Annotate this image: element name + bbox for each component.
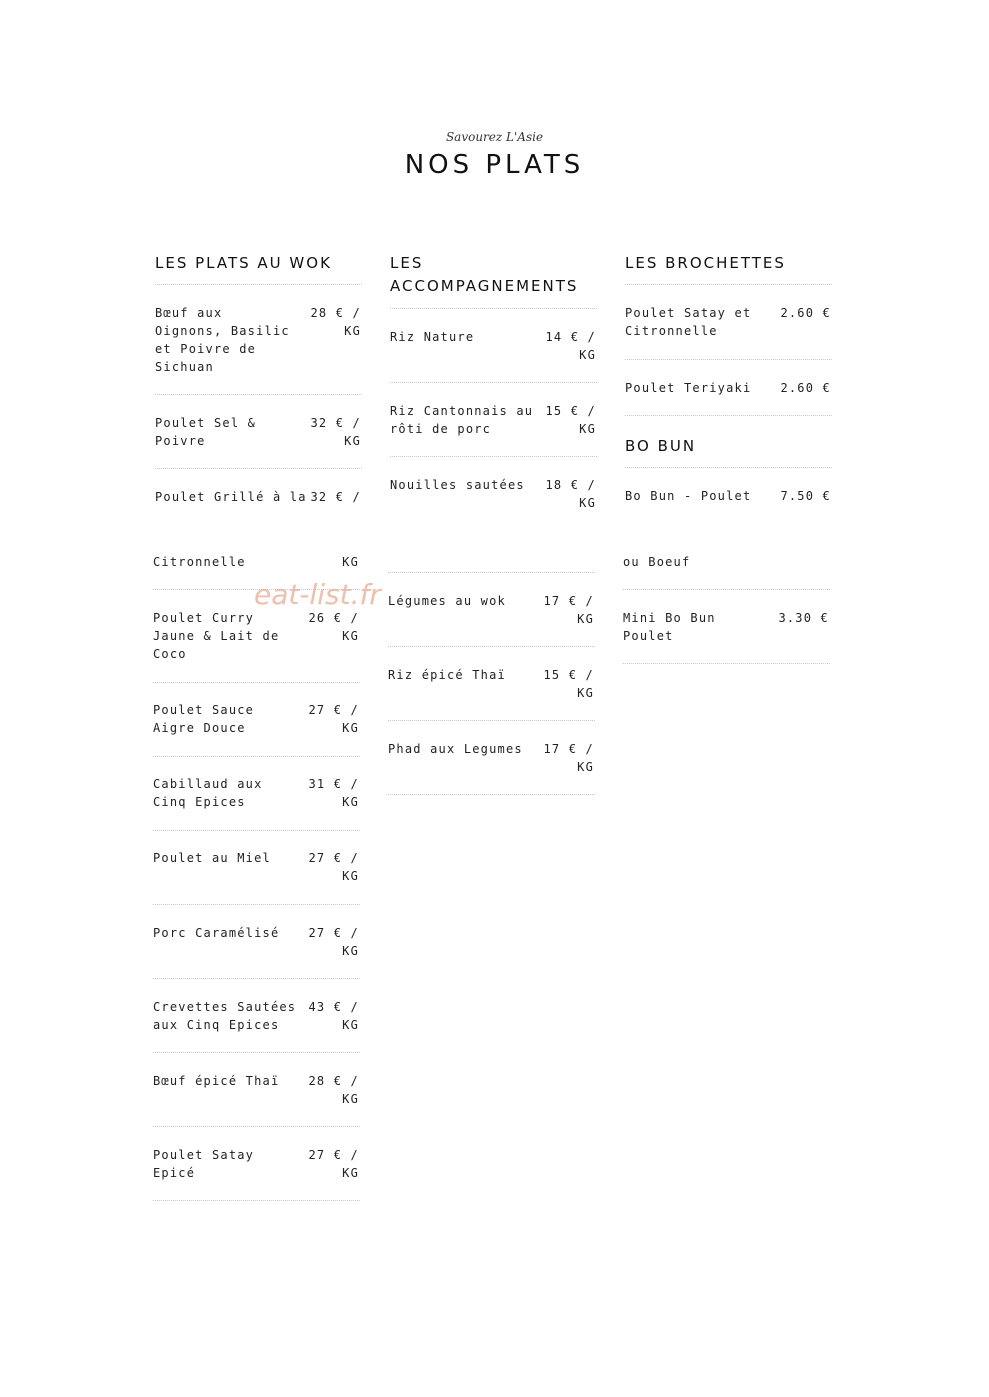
divider [155,394,362,395]
menu-item-price: 31 € / KG [308,777,359,809]
watermark: eat-list.fr [254,578,381,611]
menu-item-price: 27 € / KG [308,926,359,958]
menu-item-name: Poulet Teriyaki [625,381,752,395]
menu-item-price: 14 € / KG [545,330,596,362]
menu-item-name: Poulet Satay Epicé [153,1148,255,1180]
section-title-accompagnements: LES ACCOMPAGNEMENTS [390,254,579,295]
divider [388,794,595,795]
menu-item-price: 43 € / KG [308,1000,359,1032]
divider [153,830,360,831]
menu-item-name: Phad aux Legumes [388,742,523,756]
menu-item-name: Bœuf épicé Thaï [153,1074,280,1088]
menu-item-price: 2.60 € [780,306,831,320]
divider [388,646,595,647]
menu-item-name: Poulet au Miel [153,851,271,865]
menu-item-name: Riz épicé Thaï [388,668,506,682]
divider [153,756,360,757]
menu-item-name: Poulet Satay et Citronnelle [625,306,752,338]
menu-item-name: Nouilles sautées [390,478,525,492]
menu-item-price: 27 € / KG [308,703,359,735]
menu-item-name: Bo Bun - Poulet [625,489,752,503]
divider [625,284,832,285]
menu-item-price: 28 € / KG [310,306,361,338]
menu-item-name: Riz Cantonnais au rôti de porc [390,404,534,436]
divider [390,456,597,457]
divider [153,1052,360,1053]
divider [388,720,595,721]
divider [625,359,832,360]
section-title-bobun: BO BUN [625,437,697,455]
divider [623,589,830,590]
menu-item-price: KG [342,555,359,569]
menu-item-name: Crevettes Sautées aux Cinq Epices [153,1000,297,1032]
divider [153,978,360,979]
menu-item-name: Légumes au wok [388,594,506,608]
menu-item-name: Porc Caramélisé [153,926,280,940]
menu-subtitle: Savourez L'Asie [445,130,544,144]
divider [390,308,597,309]
menu-item-price: 17 € / KG [543,742,594,774]
menu-item-name: Poulet Grillé à la [155,490,307,504]
menu-item-price: 27 € / KG [308,1148,359,1180]
menu-item-name: Poulet Curry Jaune & Lait de Coco [153,611,280,661]
menu-item-price: 18 € / KG [545,478,596,510]
divider [153,589,360,590]
page-title: NOS PLATS [404,150,585,180]
menu-item-name: Cabillaud aux Cinq Epices [153,777,263,809]
divider [625,415,832,416]
menu-item-price: 27 € / KG [308,851,359,883]
menu-item-price: 7.50 € [780,489,831,503]
divider [153,1126,360,1127]
menu-item-name: Citronnelle [153,555,246,569]
menu-item-name: Riz Nature [390,330,475,344]
section-title-brochettes: LES BROCHETTES [625,254,786,272]
menu-item-name: Poulet Sel & Poivre [155,416,257,448]
menu-item-name: ou Boeuf [623,555,691,569]
menu-item-price: 26 € / KG [308,611,359,643]
section-title-wok: LES PLATS AU WOK [155,254,332,272]
menu-item-price: 17 € / KG [543,594,594,626]
menu-item-price: 2.60 € [780,381,831,395]
menu-item-name: Poulet Sauce Aigre Douce [153,703,255,735]
menu-item-price: 15 € / KG [543,668,594,700]
menu-item-name: Bœuf aux Oignons, Basilic et Poivre de Sichuan [155,306,290,374]
divider [388,572,595,573]
divider [153,682,360,683]
menu-item-name: Mini Bo Bun Poulet [623,611,716,643]
menu-item-price: 32 € / [310,490,361,504]
menu-item-price: 15 € / KG [545,404,596,436]
divider [625,467,832,468]
divider [153,904,360,905]
menu-item-price: 3.30 € [778,611,829,625]
divider [153,1200,360,1201]
divider [623,663,830,664]
divider [390,382,597,383]
divider [155,468,362,469]
menu-item-price: 28 € / KG [308,1074,359,1106]
menu-item-price: 32 € / KG [310,416,361,448]
divider [155,284,362,285]
